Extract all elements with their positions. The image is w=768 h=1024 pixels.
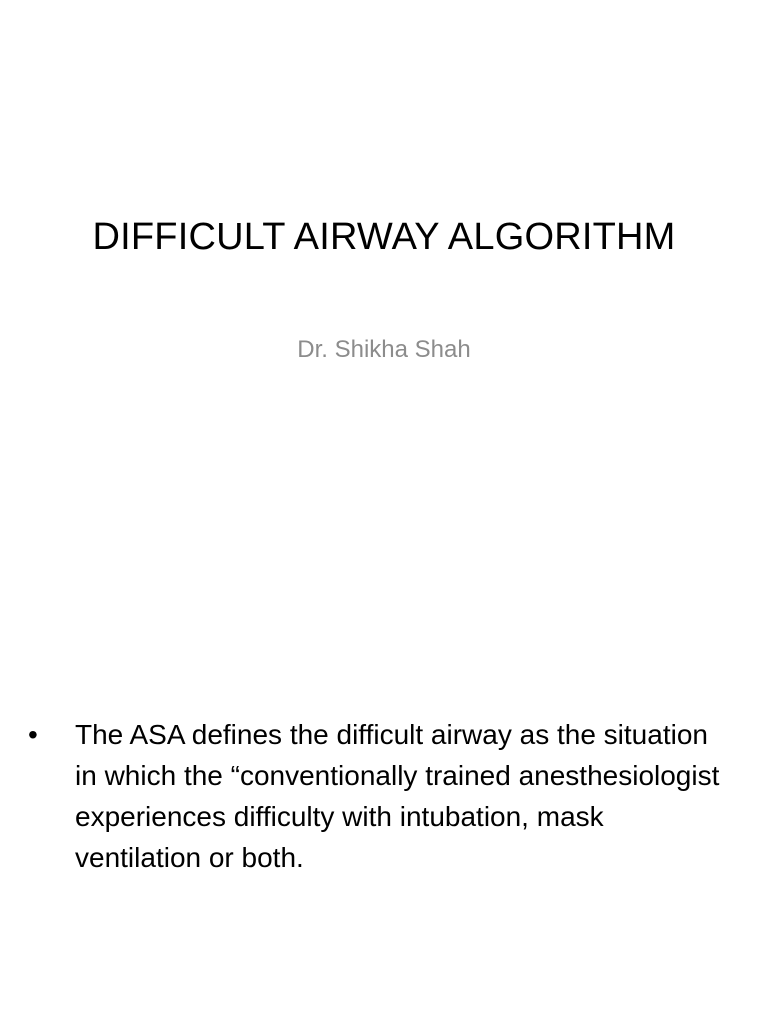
bullet-list bbox=[28, 714, 728, 878]
bullet-item bbox=[28, 714, 728, 878]
slide-subtitle: Dr. Shikha Shah bbox=[297, 336, 471, 363]
bullet-marker: • bbox=[28, 719, 38, 750]
slide-title: DIFFICULT AIRWAY ALGORITHM bbox=[92, 216, 676, 258]
bullet-text: The ASA defines the difficult airway as the situation in which the “conventionally trained anesthesiologist experiences difficulty with intubation, mask ventilation or both. bbox=[75, 719, 720, 873]
